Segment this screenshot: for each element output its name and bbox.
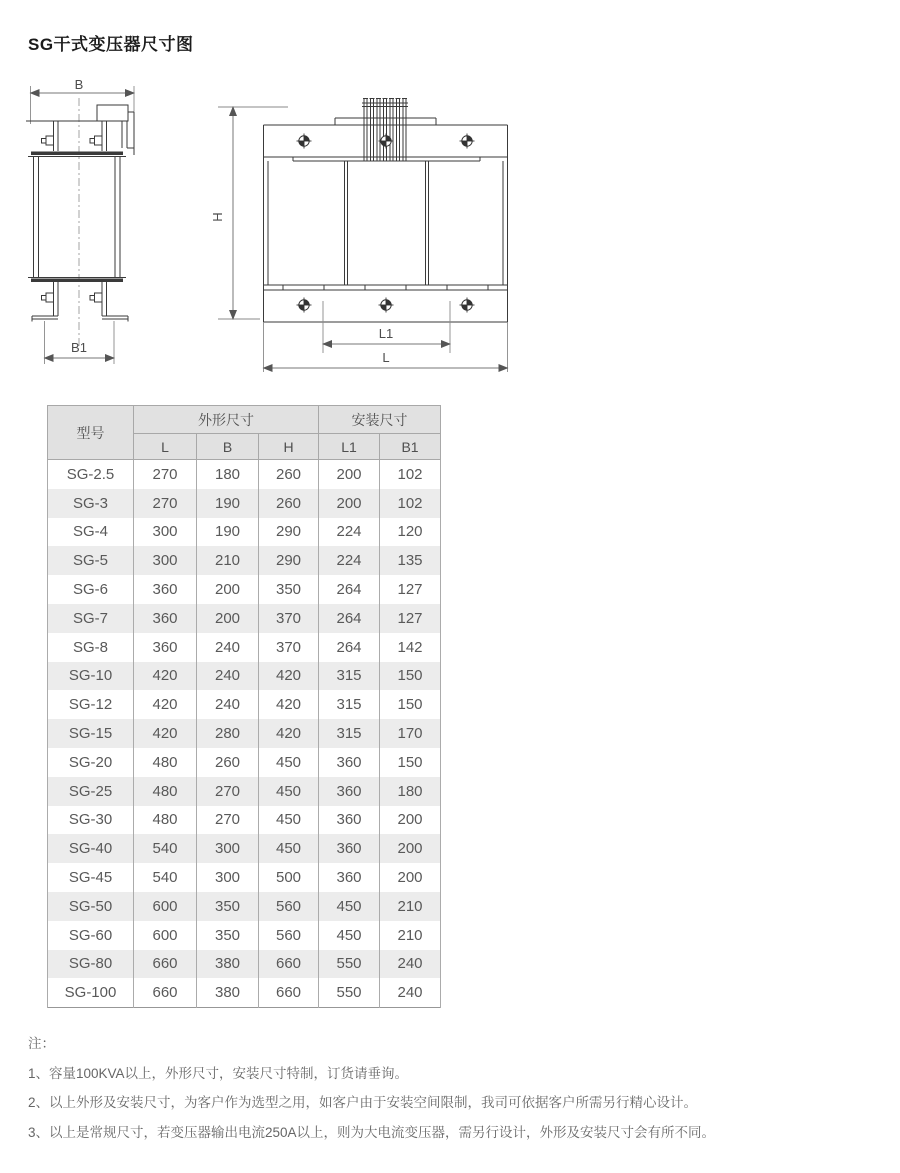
dimension-cell: 380 — [197, 978, 259, 1007]
table-row — [48, 978, 441, 1007]
header-install-group: 安装尺寸 — [319, 406, 441, 434]
table-row — [48, 489, 441, 518]
dimension-cell: 180 — [197, 460, 259, 489]
dimension-cell: 600 — [134, 892, 197, 921]
dimension-table — [47, 405, 441, 1008]
dimension-cell: 660 — [259, 950, 319, 979]
dimension-cell: 540 — [134, 834, 197, 863]
dimension-cell: 200 — [380, 834, 441, 863]
bolt-icon — [42, 136, 103, 145]
table-row — [48, 777, 441, 806]
dimension-h — [210, 107, 288, 319]
table-row — [48, 690, 441, 719]
note-item: 2、以上外形及安装尺寸，为客户作为选型之用，如客户由于安装空间限制，我司可依据客户所需另行精心设计。 — [28, 1095, 698, 1110]
dimension-cell: 450 — [259, 777, 319, 806]
note-item: 3、以上是常规尺寸，若变压器输出电流250A以上，则为大电流变压器，需另行设计，外形及安装尺寸会有所不同。 — [28, 1124, 716, 1140]
dimension-cell: 260 — [259, 460, 319, 489]
dimension-cell: 540 — [134, 863, 197, 892]
model-cell: SG-25 — [48, 777, 134, 806]
table-row — [48, 546, 441, 575]
model-cell: SG-10 — [48, 662, 134, 691]
dimension-cell: 300 — [197, 863, 259, 892]
table-row — [48, 806, 441, 835]
table-row — [48, 892, 441, 921]
dimension-cell: 660 — [134, 978, 197, 1007]
dimension-cell: 360 — [319, 863, 380, 892]
dimension-cell: 210 — [380, 921, 441, 950]
dimension-cell: 420 — [134, 719, 197, 748]
dimension-cell: 360 — [134, 633, 197, 662]
dimension-cell: 190 — [197, 489, 259, 518]
table-row — [48, 863, 441, 892]
dimension-cell: 315 — [319, 719, 380, 748]
dimension-cell: 370 — [259, 633, 319, 662]
dimension-cell: 120 — [380, 518, 441, 547]
dimension-cell: 280 — [197, 719, 259, 748]
dimension-cell: 560 — [259, 892, 319, 921]
header-col-l1: L1 — [319, 434, 380, 460]
dimension-cell: 420 — [134, 662, 197, 691]
dimension-cell: 300 — [134, 546, 197, 575]
notes-list — [28, 1062, 878, 1141]
dimension-cell: 200 — [197, 575, 259, 604]
dimension-cell: 360 — [319, 748, 380, 777]
bolt-hole-icon — [460, 298, 475, 313]
model-cell: SG-7 — [48, 604, 134, 633]
dimension-cell: 360 — [134, 604, 197, 633]
model-cell: SG-12 — [48, 690, 134, 719]
dimension-cell: 290 — [259, 546, 319, 575]
dimension-cell: 420 — [259, 690, 319, 719]
model-cell: SG-30 — [48, 806, 134, 835]
dimension-cell: 150 — [380, 690, 441, 719]
dimension-cell: 260 — [197, 748, 259, 777]
terminal-strip — [362, 99, 408, 162]
dimension-cell: 127 — [380, 575, 441, 604]
bolt-hole-icon — [379, 298, 394, 313]
model-cell: SG-40 — [48, 834, 134, 863]
dimension-cell: 560 — [259, 921, 319, 950]
bottom-clamp-assembly — [28, 278, 128, 322]
dimension-cell: 135 — [380, 546, 441, 575]
table-row — [48, 518, 441, 547]
model-cell: SG-4 — [48, 518, 134, 547]
dimension-cell: 224 — [319, 518, 380, 547]
dimension-cell: 170 — [380, 719, 441, 748]
dimension-cell: 200 — [319, 460, 380, 489]
table-row — [48, 950, 441, 979]
dimension-cell: 270 — [134, 460, 197, 489]
dimension-cell: 240 — [197, 633, 259, 662]
model-cell: SG-100 — [48, 978, 134, 1007]
table-row — [48, 662, 441, 691]
model-cell: SG-8 — [48, 633, 134, 662]
dimension-cell: 102 — [380, 460, 441, 489]
notes-label: 注： — [28, 1036, 55, 1051]
dimension-cell: 200 — [197, 604, 259, 633]
dimension-cell: 315 — [319, 690, 380, 719]
model-cell: SG-15 — [48, 719, 134, 748]
dimension-b — [31, 78, 135, 124]
dimension-cell: 270 — [134, 489, 197, 518]
dimension-cell: 260 — [259, 489, 319, 518]
table-row — [48, 719, 441, 748]
dimension-cell: 200 — [319, 489, 380, 518]
dimension-cell: 420 — [134, 690, 197, 719]
table-row — [48, 633, 441, 662]
dimension-cell: 210 — [380, 892, 441, 921]
dimension-cell: 180 — [380, 777, 441, 806]
page-title: SG干式变压器尺寸图 — [28, 35, 194, 54]
table-row — [48, 921, 441, 950]
table-row — [48, 604, 441, 633]
dim-label-l: L — [382, 350, 390, 365]
dimension-cell: 350 — [259, 575, 319, 604]
dimension-cell: 200 — [380, 863, 441, 892]
dimension-cell: 360 — [319, 834, 380, 863]
bolt-hole-icon — [297, 134, 312, 149]
dim-label-b1: B1 — [71, 340, 87, 355]
dimension-cell: 200 — [380, 806, 441, 835]
dimension-cell: 550 — [319, 978, 380, 1007]
dimension-cell: 240 — [197, 690, 259, 719]
dimension-cell: 370 — [259, 604, 319, 633]
dimension-cell: 264 — [319, 633, 380, 662]
dimension-cell: 420 — [259, 719, 319, 748]
header-model: 型号 — [48, 406, 134, 460]
dimension-cell: 210 — [197, 546, 259, 575]
dimension-cell: 240 — [197, 662, 259, 691]
dimension-cell: 420 — [259, 662, 319, 691]
front-view-drawing — [198, 85, 523, 385]
side-view-drawing — [20, 78, 170, 370]
dimension-cell: 150 — [380, 662, 441, 691]
core-and-clamps — [264, 118, 508, 322]
bolt-hole-icon — [460, 134, 475, 149]
table-row — [48, 460, 441, 489]
dimension-cell: 450 — [259, 806, 319, 835]
dimension-cell: 450 — [319, 892, 380, 921]
dimension-cell: 102 — [380, 489, 441, 518]
top-clamp-assembly — [26, 105, 134, 157]
dimension-cell: 240 — [380, 978, 441, 1007]
dimension-cell: 480 — [134, 806, 197, 835]
coil-body — [34, 157, 121, 278]
dimension-cell: 360 — [134, 575, 197, 604]
dimension-cell: 150 — [380, 748, 441, 777]
table-row — [48, 575, 441, 604]
dimension-cell: 480 — [134, 777, 197, 806]
dimension-cell: 500 — [259, 863, 319, 892]
dimension-cell: 660 — [134, 950, 197, 979]
dimension-cell: 240 — [380, 950, 441, 979]
model-cell: SG-2.5 — [48, 460, 134, 489]
dim-label-h: H — [210, 212, 225, 222]
note-item: 1、容量100KVA以上，外形尺寸，安装尺寸特制，订货请垂询。 — [28, 1065, 409, 1081]
header-col-h: H — [259, 434, 319, 460]
dim-label-l1: L1 — [378, 326, 394, 341]
dimension-cell: 360 — [319, 777, 380, 806]
dimension-cell: 450 — [259, 834, 319, 863]
dimension-cell: 350 — [197, 892, 259, 921]
table-body — [48, 460, 441, 1008]
dimension-cell: 600 — [134, 921, 197, 950]
model-cell: SG-5 — [48, 546, 134, 575]
model-cell: SG-3 — [48, 489, 134, 518]
dimension-cell: 350 — [197, 921, 259, 950]
header-col-b: B — [197, 434, 259, 460]
dimension-cell: 224 — [319, 546, 380, 575]
header-col-l: L — [134, 434, 197, 460]
model-cell: SG-20 — [48, 748, 134, 777]
notes-section — [28, 1032, 878, 1141]
dim-label-b: B — [74, 78, 84, 92]
dimension-cell: 190 — [197, 518, 259, 547]
dimension-cell: 270 — [197, 777, 259, 806]
dimension-cell: 290 — [259, 518, 319, 547]
dimension-cell: 264 — [319, 575, 380, 604]
dimension-cell: 127 — [380, 604, 441, 633]
table-row — [48, 834, 441, 863]
dimension-cell: 480 — [134, 748, 197, 777]
dimension-cell: 550 — [319, 950, 380, 979]
header-col-b1: B1 — [380, 434, 441, 460]
bolt-hole-icon — [297, 298, 312, 313]
dimension-cell: 300 — [197, 834, 259, 863]
dimension-cell: 300 — [134, 518, 197, 547]
model-cell: SG-60 — [48, 921, 134, 950]
model-cell: SG-6 — [48, 575, 134, 604]
dimension-cell: 142 — [380, 633, 441, 662]
dimension-cell: 315 — [319, 662, 380, 691]
dimension-cell: 450 — [319, 921, 380, 950]
bolt-hole-icon — [379, 134, 394, 149]
dimension-cell: 264 — [319, 604, 380, 633]
dimension-cell: 360 — [319, 806, 380, 835]
model-cell: SG-80 — [48, 950, 134, 979]
dimension-cell: 660 — [259, 978, 319, 1007]
dimension-cell: 270 — [197, 806, 259, 835]
dimension-cell: 380 — [197, 950, 259, 979]
dimension-cell: 450 — [259, 748, 319, 777]
model-cell: SG-45 — [48, 863, 134, 892]
table-row — [48, 748, 441, 777]
header-outline-group: 外形尺寸 — [134, 406, 319, 434]
model-cell: SG-50 — [48, 892, 134, 921]
bolt-icon — [42, 293, 103, 302]
